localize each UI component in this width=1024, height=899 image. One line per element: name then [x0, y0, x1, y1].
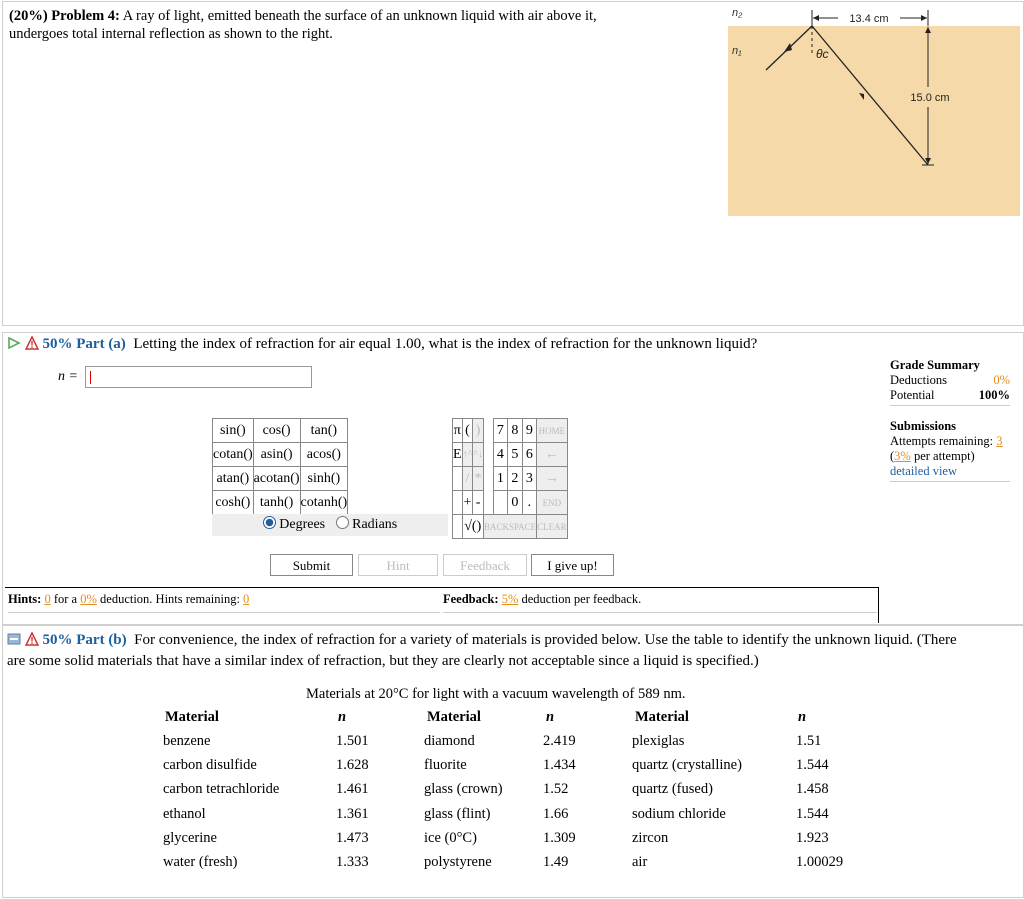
per-attempt-pct: 3% [894, 449, 911, 463]
material-index: 1.628 [336, 757, 369, 774]
acos-button[interactable]: acos() [300, 443, 348, 467]
atan-button[interactable]: atan() [213, 467, 254, 491]
part-a-question: Letting the index of refraction for air equal 1.00, what is the index of refraction for the unknown liquid? [133, 336, 758, 352]
plus-button[interactable]: + [462, 491, 473, 515]
problem-text-line1: A ray of light, emitted beneath the surface of an unknown liquid with air above it, [122, 8, 597, 24]
down-caret-button[interactable]: ^↓ [473, 443, 484, 467]
warning-icon-b [25, 632, 39, 646]
material-index: 2.419 [543, 733, 576, 749]
sin-button[interactable]: sin() [213, 419, 254, 443]
material-index: 1.51 [796, 733, 822, 749]
feedback-text: deduction per feedback. [521, 592, 642, 606]
detailed-view-link[interactable]: detailed view [890, 464, 957, 478]
cosh-button[interactable]: cosh() [213, 491, 254, 515]
feedback-bar [443, 592, 641, 607]
lparen-button[interactable]: ( [462, 419, 473, 443]
hint-underline [8, 612, 440, 613]
cos-button[interactable]: cos() [253, 419, 300, 443]
backspace-button[interactable]: BACKSPACE [483, 515, 536, 539]
clear-button[interactable]: CLEAR [537, 515, 568, 539]
material-name: quartz (fused) [632, 781, 713, 798]
key-9[interactable]: 9 [522, 419, 537, 443]
keypad [452, 418, 568, 539]
answer-input[interactable] [85, 366, 312, 388]
potential-label: Potential [890, 388, 935, 402]
angle-mode [212, 514, 448, 536]
material-name: air [632, 854, 648, 870]
material-index: 1.923 [796, 829, 829, 846]
tan-button[interactable]: tan() [300, 419, 348, 443]
deductions-label: Deductions [890, 373, 947, 387]
home-button[interactable]: HOME [537, 419, 568, 443]
acotan-button[interactable]: acotan() [253, 467, 300, 491]
table-caption: Materials at 20°C for light with a vacuum wavelength of 589 nm. [306, 686, 686, 702]
star-button[interactable]: * [473, 467, 484, 491]
header-material-2: Material [427, 709, 481, 725]
material-name: benzene [163, 733, 211, 749]
liquid-region [728, 26, 1020, 216]
problem-statement [9, 7, 709, 43]
material-index: 1.461 [336, 781, 369, 798]
material-name: fluorite [424, 757, 467, 774]
degrees-label: Degrees [279, 517, 326, 532]
sinh-button[interactable]: sinh() [300, 467, 348, 491]
hints-pct: 0% [80, 592, 97, 606]
hints-deduction-text: deduction. Hints remaining: [100, 592, 240, 606]
header-n-3: n [798, 709, 807, 725]
grade-summary: Grade Summary Deductions 0% Potential 100% Submissions Attempts remaining: 3 (3% per attempt) detailed view [890, 358, 1010, 482]
material-index: 1.49 [543, 854, 569, 870]
feedback-label: Feedback: [443, 592, 499, 606]
material-index: 1.473 [336, 829, 369, 846]
attempts-value: 3 [996, 434, 1003, 448]
part-b-text-line1: For convenience, the index of refraction for a variety of materials is provided below. Use the table to identify the unknown liquid. (There [134, 632, 957, 648]
material-name: glass (crown) [424, 781, 503, 798]
material-index: 1.434 [543, 757, 576, 774]
feedback-pct: 5% [501, 592, 519, 606]
dot-button[interactable]: . [522, 491, 537, 515]
material-index: 1.361 [336, 805, 369, 822]
material-name: polystyrene [424, 854, 492, 870]
key-6[interactable]: 6 [522, 443, 537, 467]
feedback-underline [443, 612, 877, 613]
attempts-label: Attempts remaining: [890, 434, 994, 448]
key-0[interactable]: 0 [508, 491, 523, 515]
end-button[interactable]: END [537, 491, 568, 515]
hints-bar [8, 592, 249, 607]
material-index: 1.00029 [796, 854, 844, 870]
material-name: ice (0°C) [424, 829, 477, 846]
header-n-2: n [546, 709, 555, 725]
expand-triangle-icon[interactable] [7, 336, 21, 350]
material-index: 1.544 [796, 757, 829, 774]
warning-icon [25, 336, 39, 350]
part-a-pct: 50% Part (a) [42, 336, 126, 352]
problem-weight: (20%) [9, 8, 48, 24]
right-arrow-button[interactable]: → [537, 467, 568, 491]
key-7[interactable]: 7 [493, 419, 508, 443]
n1-label: n₁ [732, 45, 742, 57]
part-a-header [7, 336, 757, 353]
key-5[interactable]: 5 [508, 443, 523, 467]
depth-label: 15.0 cm [910, 92, 950, 104]
theta-c-label: θc [816, 47, 829, 61]
material-index: 1.52 [543, 781, 569, 798]
material-name: sodium chloride [632, 805, 726, 822]
hints-for-a: for a [53, 592, 78, 606]
feedback-button[interactable]: Feedback [443, 554, 527, 576]
degrees-radio[interactable] [263, 516, 276, 529]
width-arrow-right [921, 15, 927, 21]
deductions-value: 0% [993, 373, 1010, 387]
refraction-diagram [728, 2, 1020, 216]
hint-button[interactable]: Hint [358, 554, 438, 576]
answer-label: n = [58, 369, 78, 384]
material-name: diamond [424, 733, 475, 749]
grade-summary-title: Grade Summary [890, 358, 980, 372]
submit-button[interactable]: Submit [270, 554, 353, 576]
up-caret-button[interactable]: ↑^ [462, 443, 473, 467]
header-material-1: Material [165, 709, 219, 725]
sqrt-button[interactable]: √() [462, 515, 483, 539]
material-index: 1.544 [796, 805, 829, 822]
asin-button[interactable]: asin() [253, 443, 300, 467]
material-name: ethanol [163, 805, 206, 822]
material-name: water (fresh) [163, 854, 238, 870]
material-name: glass (flint) [424, 805, 491, 822]
material-index: 1.309 [543, 829, 576, 846]
submissions-title: Submissions [890, 419, 957, 433]
cotan-button[interactable]: cotan() [213, 443, 254, 467]
n2-label: n₂ [732, 7, 743, 19]
key-8[interactable]: 8 [508, 419, 523, 443]
function-keys [212, 418, 348, 515]
key-3[interactable]: 3 [522, 467, 537, 491]
per-attempt-text: per attempt) [913, 449, 975, 463]
tanh-button[interactable]: tanh() [253, 491, 300, 515]
material-index: 1.333 [336, 854, 369, 870]
key-2[interactable]: 2 [508, 467, 523, 491]
cotanh-button[interactable]: cotanh() [300, 491, 348, 515]
hints-count: 0 [44, 592, 51, 606]
material-index: 1.501 [336, 733, 369, 749]
left-arrow-button[interactable]: ← [537, 443, 568, 467]
minus-button[interactable]: - [473, 491, 484, 515]
pi-button[interactable]: π [453, 419, 463, 443]
material-name: carbon tetrachloride [163, 781, 280, 798]
material-name: glycerine [163, 829, 217, 846]
text-caret [90, 371, 91, 384]
hint-divider [5, 587, 878, 588]
slash-button[interactable]: / [462, 467, 473, 491]
hints-label: Hints: [8, 592, 42, 606]
material-name: carbon disulfide [163, 757, 257, 774]
material-name: plexiglas [632, 733, 685, 749]
part-b-pct: 50% Part (b) [42, 632, 127, 648]
material-index: 1.66 [543, 805, 569, 822]
e-button[interactable]: E [453, 443, 463, 467]
material-name: zircon [632, 829, 669, 846]
key-4[interactable]: 4 [493, 443, 508, 467]
problem-label: Problem 4: [51, 8, 120, 24]
problem-text-line2: undergoes total internal reflection as shown to the right. [9, 26, 333, 42]
radians-radio[interactable] [336, 516, 349, 529]
hints-remaining: 0 [243, 592, 250, 606]
rparen-button[interactable]: ) [473, 419, 484, 443]
material-index: 1.458 [796, 781, 829, 798]
radians-label: Radians [352, 517, 398, 532]
collapse-icon[interactable] [7, 632, 21, 646]
part-b-text-line2: are some solid materials that have a similar index of refraction, but they are clearly not acceptable since a liquid is specified.) [7, 653, 759, 669]
width-arrow-left [813, 15, 819, 21]
give-up-button[interactable]: I give up! [531, 554, 614, 576]
header-material-3: Material [635, 709, 689, 725]
width-label: 13.4 cm [849, 13, 889, 25]
potential-value: 100% [978, 388, 1010, 402]
header-n-1: n [338, 709, 347, 725]
bar-divider [878, 587, 879, 623]
key-1[interactable]: 1 [493, 467, 508, 491]
part-b-header [7, 630, 957, 672]
material-name: quartz (crystalline) [632, 757, 742, 774]
